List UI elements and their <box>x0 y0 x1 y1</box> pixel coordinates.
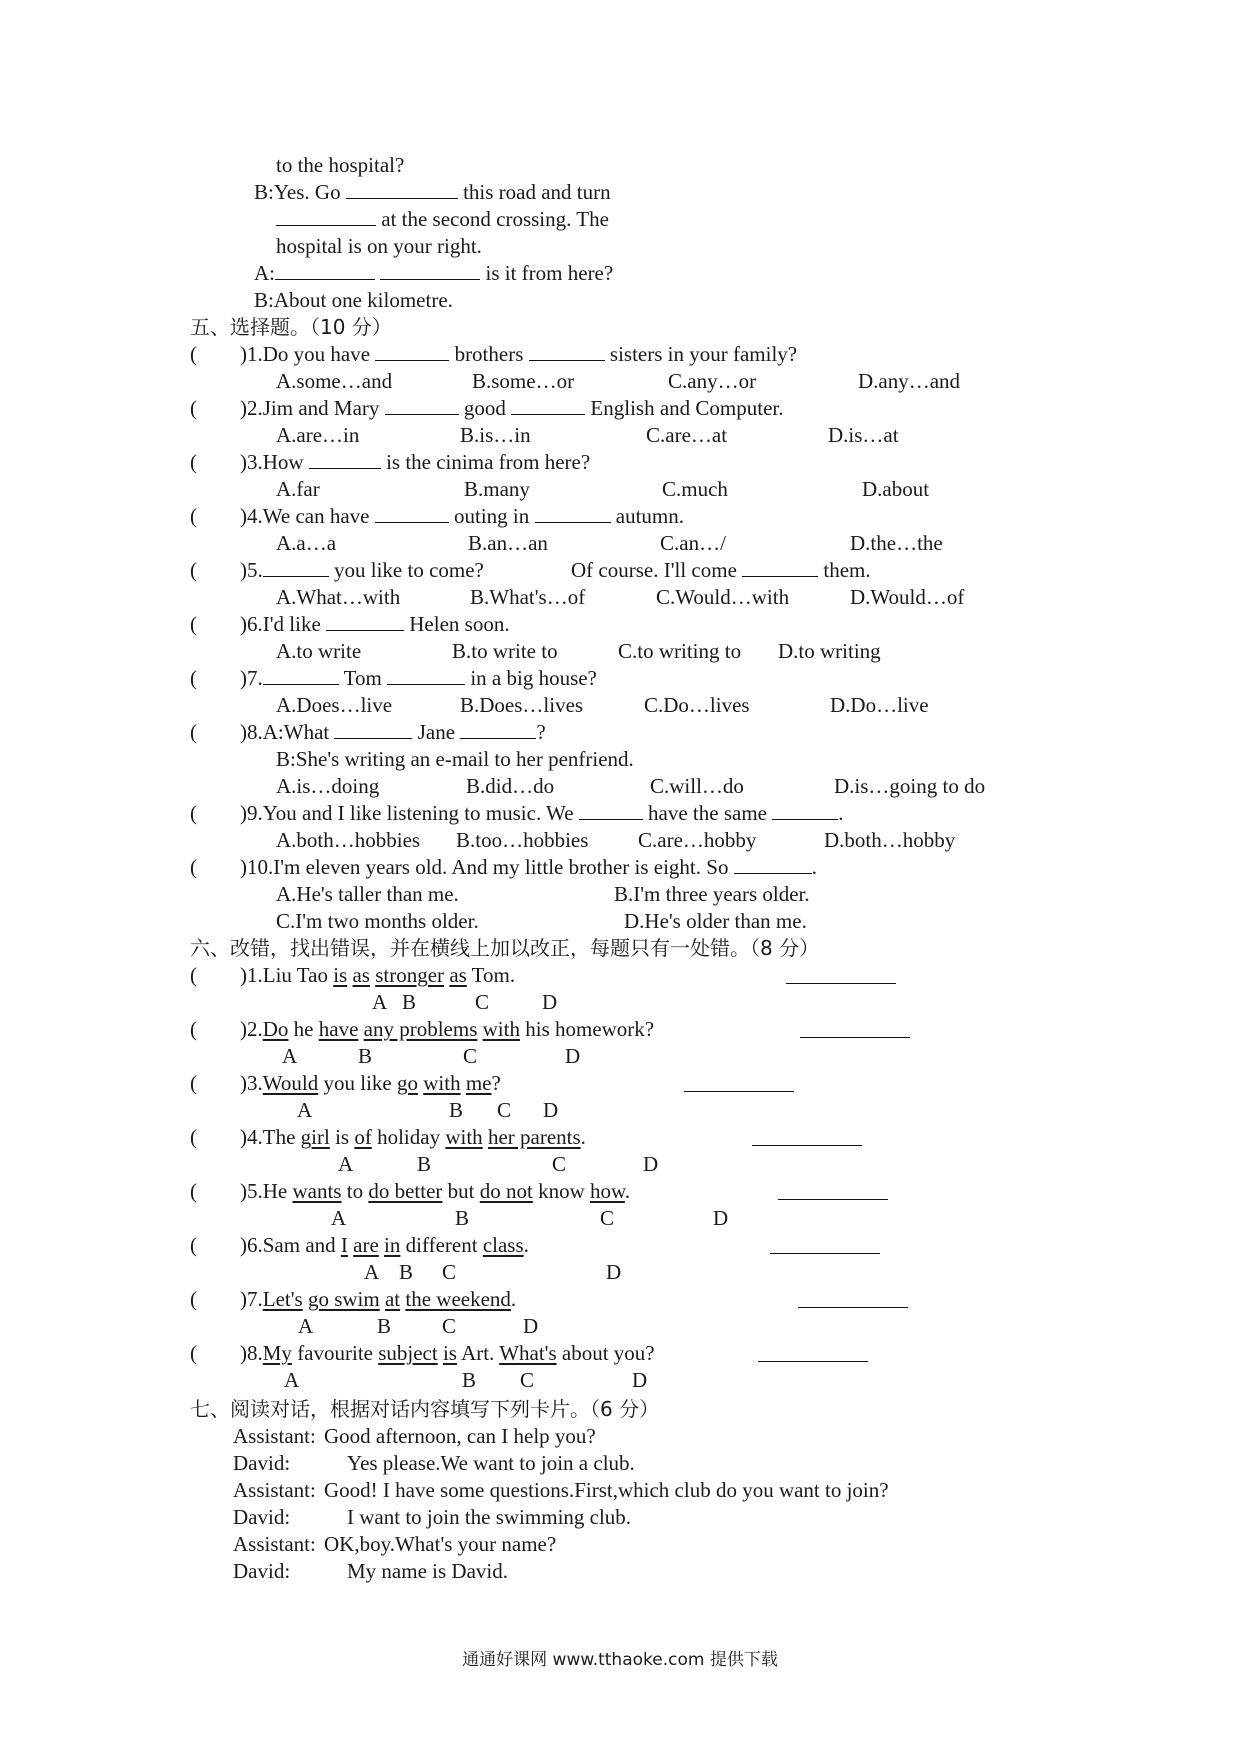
option-b[interactable]: B.I'm three years older. <box>614 882 810 906</box>
underlined-option[interactable]: is <box>333 963 348 987</box>
option-b[interactable]: B.an…an <box>468 531 548 555</box>
option-b[interactable]: B.did…do <box>466 774 555 798</box>
text: know <box>532 1179 590 1203</box>
option-c[interactable]: C.Would…with <box>656 585 790 609</box>
option-letter-b: B <box>462 1368 477 1392</box>
option-d[interactable]: D.is…at <box>828 423 899 447</box>
option-a[interactable]: A.is…doing <box>276 774 380 798</box>
correction-answer-line[interactable] <box>778 1198 888 1200</box>
answer-paren[interactable]: ( <box>190 558 197 582</box>
underlined-option[interactable]: do not <box>479 1179 533 1203</box>
dialogue-line: B:About one kilometre. <box>254 288 453 312</box>
option-letter-b: B <box>399 1260 414 1284</box>
answer-paren[interactable]: ( <box>190 1341 197 1365</box>
underlined-option[interactable]: Let's <box>262 1287 303 1311</box>
answer-blank[interactable] <box>309 450 381 469</box>
text: you like to come? <box>328 558 484 582</box>
option-letter-c: C <box>475 990 490 1014</box>
option-c[interactable]: C.much <box>662 477 728 501</box>
answer-blank[interactable] <box>263 558 329 577</box>
option-a[interactable]: A.He's taller than me. <box>276 882 459 906</box>
answer-blank[interactable] <box>460 720 536 739</box>
option-letter-d: D <box>542 990 558 1014</box>
option-letter-a: A <box>284 1368 300 1392</box>
option-letter-c: C <box>497 1098 512 1122</box>
underlined-option[interactable]: how <box>590 1179 625 1203</box>
underlined-option[interactable]: subject <box>378 1341 438 1365</box>
answer-blank[interactable] <box>387 666 465 685</box>
text: )8.A:What <box>240 720 335 744</box>
text: )4.The <box>240 1125 301 1149</box>
option-b[interactable]: B.some…or <box>472 369 575 393</box>
text: A: <box>254 261 275 285</box>
option-letter-a: A <box>297 1098 313 1122</box>
section-6-title: 六、改错，找出错误，并在横线上加以改正，每题只有一处错。（8 分） <box>190 936 820 960</box>
option-letter-d: D <box>565 1044 581 1068</box>
underlined-option[interactable]: are <box>353 1233 379 1257</box>
text: )2.Jim and Mary <box>240 396 385 420</box>
question-5-7 <box>240 665 597 692</box>
text: English and Computer. <box>585 396 784 420</box>
answer-blank[interactable] <box>275 261 375 280</box>
underlined-option[interactable]: with <box>423 1071 461 1095</box>
option-c[interactable]: C.any…or <box>668 369 757 393</box>
option-letter-c: C <box>442 1260 457 1284</box>
answer-blank[interactable] <box>511 396 585 415</box>
error-question-8 <box>240 1340 655 1367</box>
speaker-label: David: <box>233 1559 291 1583</box>
answer-blank[interactable] <box>380 261 480 280</box>
option-letter-d: D <box>643 1152 659 1176</box>
answer-paren[interactable]: ( <box>190 1233 197 1257</box>
underlined-option[interactable]: with <box>445 1125 483 1149</box>
option-b[interactable]: B.to write to <box>452 639 558 663</box>
text: . <box>510 1287 517 1311</box>
underlined-option[interactable]: go <box>396 1071 418 1095</box>
text: brothers <box>449 342 529 366</box>
option-d[interactable]: D.any…and <box>858 369 961 393</box>
answer-blank[interactable] <box>535 504 611 523</box>
option-d[interactable]: D.He's older than me. <box>624 909 807 933</box>
answer-blank[interactable] <box>276 207 376 226</box>
text: Tom <box>338 666 388 690</box>
error-question-6 <box>240 1232 529 1259</box>
option-d[interactable]: D.the…the <box>850 531 943 555</box>
question-5-8 <box>240 719 546 746</box>
question-5-8-line2: B:She's writing an e-mail to her penfriend. <box>276 747 634 771</box>
answer-paren[interactable]: ( <box>190 855 197 879</box>
text: is the cinima from here? <box>380 450 591 474</box>
underlined-option[interactable]: go swim <box>307 1287 380 1311</box>
text: sisters in your family? <box>604 342 798 366</box>
footer-credit: 通通好课网 www.tthaoke.com 提供下载 <box>462 1650 778 1670</box>
speaker-label: Assistant: <box>233 1532 316 1556</box>
text: )6.Sam and <box>240 1233 341 1257</box>
question-5-3 <box>240 449 590 476</box>
answer-paren[interactable]: ( <box>190 1125 197 1149</box>
text: )2. <box>240 1017 263 1041</box>
option-c[interactable]: C.are…at <box>646 423 728 447</box>
text: )6.I'd like <box>240 612 327 636</box>
option-letter-b: B <box>377 1314 392 1338</box>
text: you like <box>318 1071 397 1095</box>
underlined-option[interactable]: in <box>384 1233 401 1257</box>
underlined-option[interactable]: What's <box>499 1341 557 1365</box>
option-d[interactable]: D.is…going to do <box>834 774 986 798</box>
underlined-option[interactable]: is <box>442 1341 457 1365</box>
text: at the second crossing. The <box>376 207 609 231</box>
text: Tom. <box>466 963 516 987</box>
text: this road and turn <box>457 180 611 204</box>
text: B:Yes. Go <box>254 180 346 204</box>
option-a[interactable]: A.to write <box>276 639 362 663</box>
section-7-title: 七、阅读对话，根据对话内容填写下列卡片。（6 分） <box>190 1397 660 1421</box>
option-b[interactable]: B.Does…lives <box>460 693 584 717</box>
correction-answer-line[interactable] <box>770 1252 880 1254</box>
answer-paren[interactable]: ( <box>190 1017 197 1041</box>
underlined-option[interactable]: My <box>262 1341 292 1365</box>
text: . <box>624 1179 631 1203</box>
text: )4.We can have <box>240 504 375 528</box>
section-5-title: 五、选择题。（10 分） <box>190 315 392 339</box>
answer-paren[interactable]: ( <box>190 342 197 366</box>
option-letter-b: B <box>402 990 417 1014</box>
error-question-4 <box>240 1124 586 1151</box>
text: but <box>442 1179 480 1203</box>
answer-blank[interactable] <box>263 666 339 685</box>
option-letter-a: A <box>338 1152 354 1176</box>
answer-blank[interactable] <box>742 558 818 577</box>
option-letter-a: A <box>364 1260 380 1284</box>
option-letter-c: C <box>463 1044 478 1068</box>
option-a[interactable]: A.far <box>276 477 320 501</box>
dialogue-text: Good afternoon, can I help you? <box>324 1424 596 1448</box>
text: is <box>329 1125 355 1149</box>
underlined-option[interactable]: as <box>352 963 370 987</box>
question-5-4 <box>240 503 684 530</box>
underlined-option[interactable]: class <box>482 1233 524 1257</box>
option-letter-b: B <box>449 1098 464 1122</box>
correction-answer-line[interactable] <box>798 1306 908 1308</box>
answer-paren[interactable]: ( <box>190 666 197 690</box>
underlined-option[interactable]: Would <box>262 1071 319 1095</box>
question-5-5-reply <box>571 557 871 584</box>
option-a[interactable]: A.a…a <box>276 531 337 555</box>
correction-answer-line[interactable] <box>800 1036 910 1038</box>
underlined-option[interactable]: at <box>384 1287 401 1311</box>
text: is it from here? <box>480 261 614 285</box>
answer-blank[interactable] <box>326 612 404 631</box>
dialogue-text: Yes please.We want to join a club. <box>347 1451 635 1475</box>
answer-blank[interactable] <box>346 180 458 199</box>
correction-answer-line[interactable] <box>752 1144 862 1146</box>
text: about you? <box>556 1341 655 1365</box>
dialogue-line: to the hospital? <box>276 153 405 177</box>
text: he <box>288 1017 319 1041</box>
underlined-option[interactable]: stronger <box>375 963 445 987</box>
speaker-label: Assistant: <box>233 1424 316 1448</box>
answer-blank[interactable] <box>579 801 643 820</box>
option-letter-a: A <box>298 1314 314 1338</box>
answer-paren[interactable]: ( <box>190 396 197 420</box>
answer-blank[interactable] <box>772 801 838 820</box>
dialogue-text: I want to join the swimming club. <box>347 1505 632 1529</box>
text: autumn. <box>610 504 685 528</box>
option-c[interactable]: C.Do…lives <box>644 693 750 717</box>
text: different <box>400 1233 483 1257</box>
option-a[interactable]: A.both…hobbies <box>276 828 421 852</box>
option-c[interactable]: C.I'm two months older. <box>276 909 479 933</box>
text: . <box>811 855 817 879</box>
underlined-option[interactable]: girl <box>300 1125 330 1149</box>
text: have the same <box>642 801 773 825</box>
option-c[interactable]: C.to writing to <box>618 639 742 663</box>
text: )5.He <box>240 1179 293 1203</box>
dialogue-text: My name is David. <box>347 1559 508 1583</box>
text: )3. <box>240 1071 263 1095</box>
answer-paren[interactable]: ( <box>190 1071 197 1095</box>
text: )10.I'm eleven years old. And my little brother is eight. So <box>240 855 734 879</box>
option-letter-c: C <box>442 1314 457 1338</box>
text: his homework? <box>519 1017 655 1041</box>
speaker-label: David: <box>233 1451 291 1475</box>
answer-paren[interactable]: ( <box>190 1287 197 1311</box>
underlined-option[interactable]: with <box>482 1017 520 1041</box>
option-d[interactable]: D.about <box>862 477 930 501</box>
underlined-option[interactable]: wants <box>292 1179 342 1203</box>
text: )1.Do you have <box>240 342 376 366</box>
error-question-5 <box>240 1178 630 1205</box>
answer-blank[interactable] <box>334 720 412 739</box>
answer-paren[interactable]: ( <box>190 1179 197 1203</box>
text: good <box>458 396 512 420</box>
option-b[interactable]: B.What's…of <box>470 585 586 609</box>
underlined-option[interactable]: Do <box>262 1017 289 1041</box>
option-letter-d: D <box>606 1260 622 1284</box>
text: Helen soon. <box>404 612 510 636</box>
underlined-option[interactable]: as <box>449 963 467 987</box>
dialogue-line <box>254 179 611 206</box>
correction-answer-line[interactable] <box>786 982 896 984</box>
answer-paren[interactable]: ( <box>190 504 197 528</box>
underlined-option[interactable]: me <box>465 1071 492 1095</box>
option-letter-b: B <box>455 1206 470 1230</box>
text: to <box>341 1179 369 1203</box>
option-d[interactable]: D.Would…of <box>850 585 965 609</box>
text: )3.How <box>240 450 309 474</box>
underlined-option[interactable]: her parents <box>487 1125 581 1149</box>
option-letter-d: D <box>632 1368 648 1392</box>
question-5-6 <box>240 611 510 638</box>
text: favourite <box>291 1341 379 1365</box>
text: outing in <box>448 504 535 528</box>
option-letter-c: C <box>520 1368 535 1392</box>
option-a[interactable]: A.are…in <box>276 423 360 447</box>
speaker-label: Assistant: <box>233 1478 316 1502</box>
error-question-3 <box>240 1070 501 1097</box>
option-d[interactable]: D.Do…live <box>830 693 929 717</box>
text: )9.You and I like listening to music. We <box>240 801 579 825</box>
option-letter-d: D <box>523 1314 539 1338</box>
text: . <box>838 801 844 825</box>
error-question-7 <box>240 1286 516 1313</box>
answer-paren[interactable]: ( <box>190 720 197 744</box>
text: )5. <box>240 558 263 582</box>
option-d[interactable]: D.both…hobby <box>824 828 956 852</box>
dialogue-text: Good! I have some questions.First,which club do you want to join? <box>324 1478 889 1502</box>
option-letter-c: C <box>600 1206 615 1230</box>
question-5-9 <box>240 800 843 827</box>
underlined-option[interactable]: the weekend <box>405 1287 511 1311</box>
correction-answer-line[interactable] <box>758 1360 868 1362</box>
text: Jane <box>412 720 461 744</box>
question-5-2 <box>240 395 783 422</box>
option-a[interactable]: A.some…and <box>276 369 393 393</box>
question-5-5 <box>240 557 484 584</box>
text: )7. <box>240 666 263 690</box>
text: them. <box>818 558 871 582</box>
text: )7. <box>240 1287 263 1311</box>
correction-answer-line[interactable] <box>684 1090 794 1092</box>
underlined-option[interactable]: have <box>318 1017 359 1041</box>
option-letter-a: A <box>331 1206 347 1230</box>
text: ? <box>536 720 546 744</box>
answer-blank[interactable] <box>529 342 605 361</box>
answer-paren[interactable]: ( <box>190 450 197 474</box>
dialogue-line <box>276 206 609 233</box>
option-letter-a: A <box>282 1044 298 1068</box>
dialogue-text: OK,boy.What's your name? <box>324 1532 557 1556</box>
question-5-10 <box>240 854 817 881</box>
question-5-1 <box>240 341 797 368</box>
answer-blank[interactable] <box>375 342 449 361</box>
option-letter-b: B <box>358 1044 373 1068</box>
dialogue-line <box>254 260 613 287</box>
option-letter-a: A <box>372 990 388 1014</box>
option-b[interactable]: B.too…hobbies <box>456 828 589 852</box>
option-c[interactable]: C.are…hobby <box>638 828 757 852</box>
underlined-option[interactable]: of <box>354 1125 372 1149</box>
text: )8. <box>240 1341 263 1365</box>
text: Of course. I'll come <box>571 558 743 582</box>
answer-paren[interactable]: ( <box>190 612 197 636</box>
dialogue-line: hospital is on your right. <box>276 234 482 258</box>
option-b[interactable]: B.many <box>464 477 530 501</box>
option-letter-d: D <box>543 1098 559 1122</box>
underlined-option[interactable]: any problems <box>363 1017 478 1041</box>
answer-blank[interactable] <box>734 855 812 874</box>
answer-paren[interactable]: ( <box>190 963 197 987</box>
option-letter-b: B <box>417 1152 432 1176</box>
text: . <box>580 1125 586 1149</box>
error-question-2 <box>240 1016 654 1043</box>
text: . <box>523 1233 529 1257</box>
option-a[interactable]: A.What…with <box>276 585 401 609</box>
option-c[interactable]: C.will…do <box>650 774 744 798</box>
option-letter-c: C <box>552 1152 567 1176</box>
text: in a big house? <box>465 666 597 690</box>
text: Art. <box>456 1341 500 1365</box>
option-a[interactable]: A.Does…live <box>276 693 393 717</box>
speaker-label: David: <box>233 1505 291 1529</box>
text: )1.Liu Tao <box>240 963 334 987</box>
answer-paren[interactable]: ( <box>190 801 197 825</box>
answer-blank[interactable] <box>385 396 459 415</box>
underlined-option[interactable]: I <box>340 1233 348 1257</box>
option-letter-d: D <box>713 1206 729 1230</box>
underlined-option[interactable]: do better <box>368 1179 443 1203</box>
option-d[interactable]: D.to writing <box>778 639 881 663</box>
error-question-1 <box>240 962 515 989</box>
option-b[interactable]: B.is…in <box>460 423 531 447</box>
option-c[interactable]: C.an…/ <box>660 531 726 555</box>
text: holiday <box>371 1125 446 1149</box>
answer-blank[interactable] <box>375 504 449 523</box>
text: ? <box>491 1071 501 1095</box>
